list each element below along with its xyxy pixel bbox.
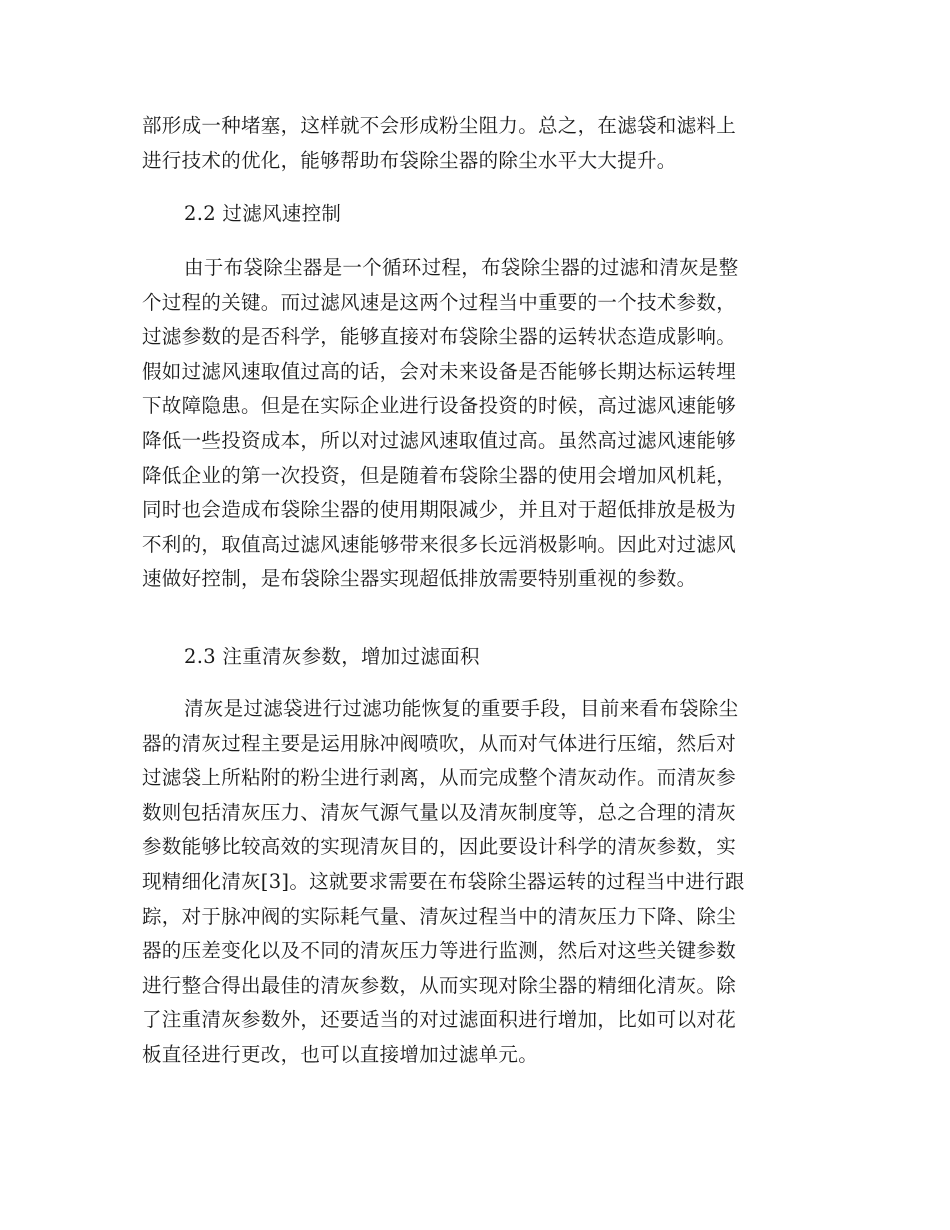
text-line: 过滤袋上所粘附的粉尘进行剥离，从而完成整个清灰动作。而清灰参	[142, 766, 737, 790]
paragraph-intro-continuation	[142, 109, 812, 178]
text-line: 器的压差变化以及不同的清灰压力等进行监测，然后对这些关键参数	[142, 939, 737, 963]
text-line: 现精细化清灰[3]。这就要求需要在布袋除尘器运转的过程当中进行跟	[142, 869, 745, 893]
text-line: 器的清灰过程主要是运用脉冲阀喷吹，从而对气体进行压缩，然后对	[142, 731, 737, 755]
section-heading: 2.3 注重清灰参数，增加过滤面积	[184, 645, 480, 668]
text-line: 下故障隐患。但是在实际企业进行设备投资的时候，高过滤风速能够	[142, 394, 737, 418]
text-line: 参数能够比较高效的实现清灰目的，因此要设计科学的清灰参数，实	[142, 835, 737, 859]
section-heading: 2.2 过滤风速控制	[184, 202, 342, 225]
text-line: 清灰是过滤袋进行过滤功能恢复的重要手段，目前来看布袋除尘	[184, 697, 739, 720]
text-line: 降低企业的第一次投资，但是随着布袋除尘器的使用会增加风机耗，	[142, 463, 737, 487]
text-line: 进行整合得出最佳的清灰参数，从而实现对除尘器的精细化清灰。除	[142, 973, 737, 997]
paragraph-cleaning-parameters	[142, 692, 812, 1073]
text-line: 了注重清灰参数外，还要适当的对过滤面积进行增加，比如可以对花	[142, 1008, 737, 1032]
text-line: 踪，对于脉冲阀的实际耗气量、清灰过程当中的清灰压力下降、除尘	[142, 904, 737, 928]
text-line: 数则包括清灰压力、清灰气源气量以及清灰制度等，总之合理的清灰	[142, 800, 737, 824]
text-line: 不利的，取值高过滤风速能够带来很多长远消极影响。因此对过滤风	[142, 532, 737, 556]
text-line: 进行技术的优化，能够帮助布袋除尘器的除尘水平大大提升。	[142, 148, 677, 172]
text-line: 由于布袋除尘器是一个循环过程，布袋除尘器的过滤和清灰是整	[184, 256, 739, 279]
text-line: 个过程的关键。而过滤风速是这两个过程当中重要的一个技术参数，	[142, 290, 737, 314]
text-line: 同时也会造成布袋除尘器的使用期限减少，并且对于超低排放是极为	[142, 498, 737, 522]
paragraph-filter-velocity	[142, 251, 812, 597]
section-heading-2-3	[142, 640, 812, 675]
text-line: 速做好控制，是布袋除尘器实现超低排放需要特别重视的参数。	[142, 567, 697, 591]
text-line: 板直径进行更改，也可以直接增加过滤单元。	[142, 1042, 539, 1066]
text-line: 降低一些投资成本，所以对过滤风速取值过高。虽然高过滤风速能够	[142, 428, 737, 452]
text-line: 过滤参数的是否科学，能够直接对布袋除尘器的运转状态造成影响。	[142, 325, 737, 349]
text-line: 假如过滤风速取值过高的话，会对未来设备是否能够长期达标运转埋	[142, 359, 737, 383]
section-heading-2-2	[142, 197, 812, 232]
text-line: 部形成一种堵塞，这样就不会形成粉尘阻力。总之，在滤袋和滤料上	[142, 114, 737, 137]
